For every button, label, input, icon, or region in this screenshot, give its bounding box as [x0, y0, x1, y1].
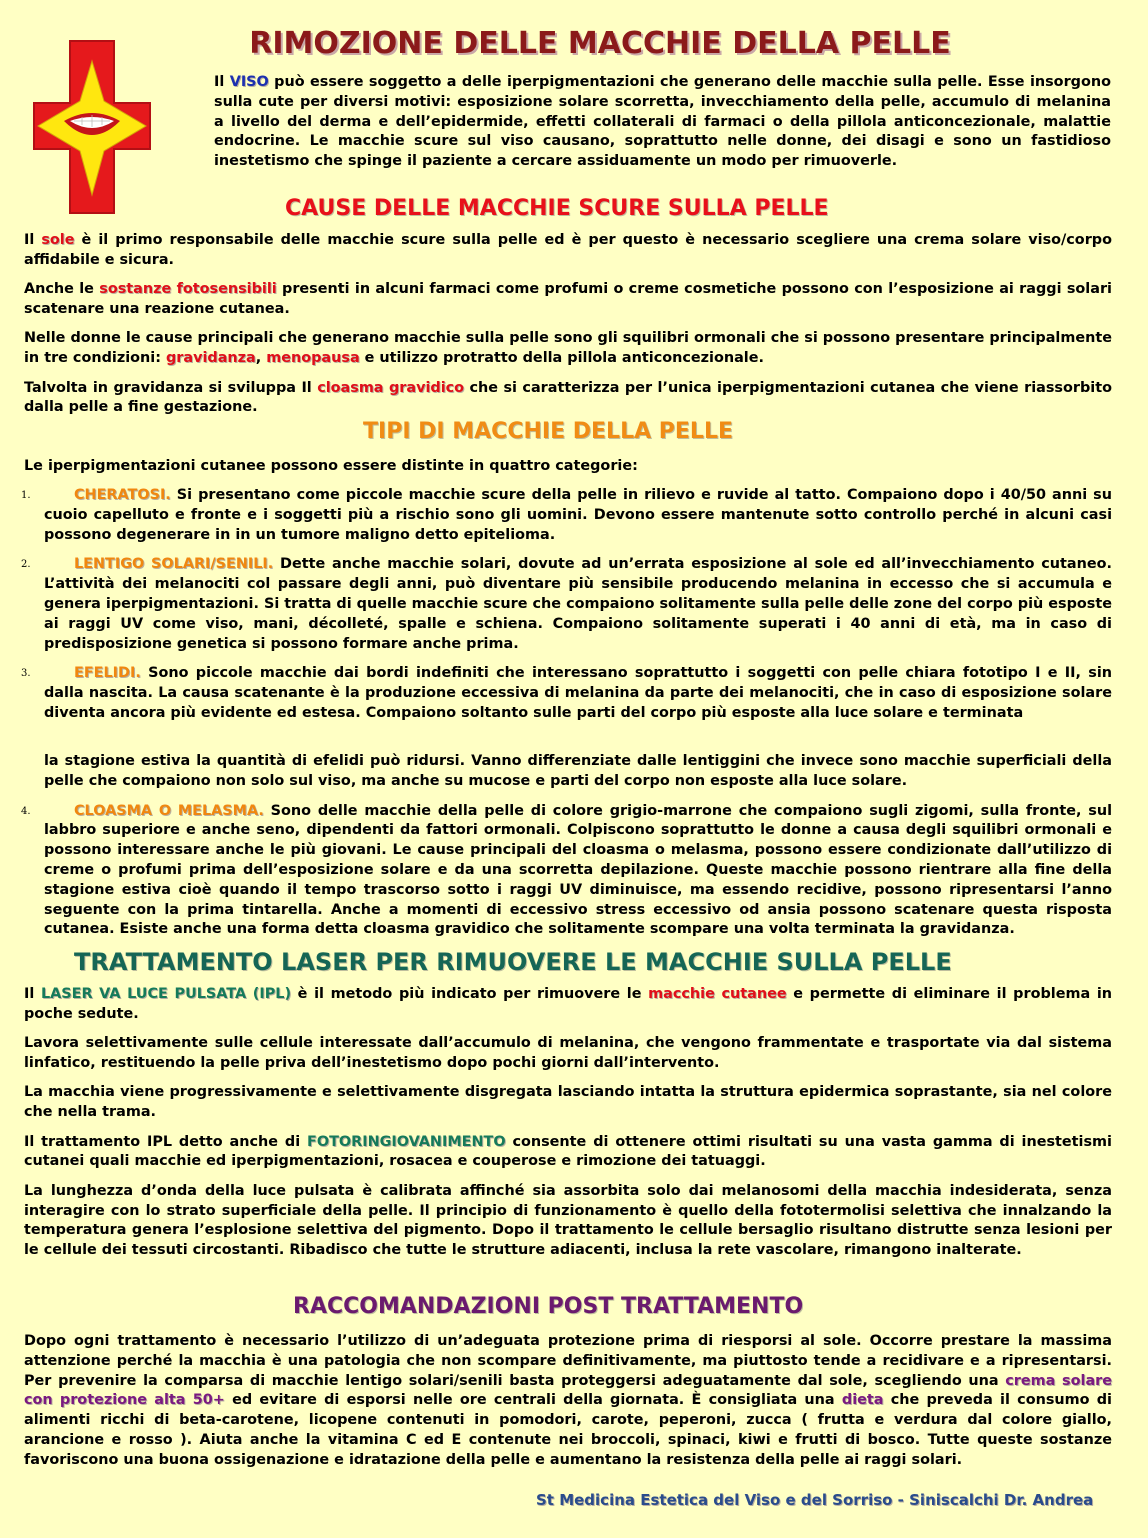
- recommendations-section: [24, 1332, 1112, 1480]
- causes-paragraph-3: Nelle donne le cause principali che generano macchie sulla pelle sono gli squilibri ormonali che si possono presentare principalmente in tre condizioni: gravidanza, menopausa e utilizzo protratto della pillola anticoncezionale.: [24, 330, 1112, 367]
- highlight-sole: sole: [41, 232, 75, 248]
- recommendations-paragraph: Dopo ogni trattamento è necessario l’utilizzo di un’adeguata protezione prima di riesporsi al sole. Occorre prestare la massima attenzione perché la macchia è una patologia che non scompare definitivamente, ma piuttosto tende a recidivare e a ripresentarsi. Per prevenire la comparsa di macchie lentigo solari/senili basta proteggersi adeguatamente dal sole, scegliendo una crema solare con protezione alta 50+ ed evitare di esporsi nelle ore centrali della giornata. È consigliata una dieta che preveda il consumo di alimenti ricchi di beta-carotene, licopene contenuti in pomodori, carote, peperoni, zucca ( frutta e verdura dal colore giallo, arancione e rosso ). Aiuta anche la vitamina C ed E contenute nei broccoli, spinaci, kiwi e frutti di bosco. Tutte queste sostanze favoriscono una buona ossigenazione e idratazione della pelle e aumentano la resistenza della pelle ai raggi solari.: [24, 1333, 1113, 1468]
- highlight-laser-ipl: LASER VA LUCE PULSATA (IPL): [40, 986, 292, 1002]
- term-lentigo: LENTIGO SOLARI/SENILI.: [74, 556, 274, 573]
- term-cloasma: CLOASMA O MELASMA.: [74, 802, 264, 819]
- laser-paragraph-5: La lunghezza d’onda della luce pulsata è calibrata affinché sia assorbita solo dai melanosomi della macchia indesiderata, senza interagire con lo strato superficiale della pelle. Il principio di funzionamento è quello della fototermolisi selettiva che innalzando la temperatura genera l’esplosione selettiva del pigmento. Dopo il trattamento le cellule bersaglio risultano distrutte senza lesioni per le cellule dei tessuti circostanti. Ribadisco che tutte le strutture adiacenti, inclusa la rete vascolare, rimangono inalterate.: [24, 1182, 1112, 1259]
- list-item: 3. EFELIDI. Sono piccole macchie dai bordi indefiniti che interessano soprattutto i soggetti con pelle chiara fototipo I e II, sin dalla nascita. La causa scatenante è la produzione eccessiva di melanina da parte dei melanociti, che in caso di esposizione solare diventa ancora più evidente ed estesa. Compaiono soltanto sulle parti del corpo più esposte alla luce solare e terminata la stagione estiva la quantità di efelidi può ridursi. Vanno differenziate dalle lentiggini che invece sono macchie superficiali della pelle che compaiono non solo sul viso, ma anche su mucose e parti del corpo non esposte alla luce solare.: [21, 664, 1112, 790]
- laser-paragraph-4: Il trattamento IPL detto anche di FOTORINGIOVANIMENTO consente di ottenere ottimi risultati su una vasta gamma di inestetismi cutanei quali macchie ed iperpigmentazioni, rosacea e couperose e rimozione dei tatuaggi.: [24, 1133, 1112, 1170]
- types-section: [21, 457, 1113, 950]
- laser-section: [24, 985, 1112, 1271]
- highlight-dieta: dieta: [841, 1392, 884, 1409]
- highlight-menopausa: menopausa: [266, 350, 360, 367]
- highlight-crema-solare: crema solare con protezione alta 50+: [24, 1372, 1113, 1409]
- list-item: 4. CLOASMA O MELASMA. Sono delle macchie della pelle di colore grigio-marrone che compaiono sugli zigomi, sulla fronte, sul labbro superiore e anche seno, dipendenti da fattori ormonali. Colpiscono soprattutto le donne a causa degli squilibri ormonali e possono interessare anche le più giovani. Le cause principali del cloasma o melasma, possono essere condizionate dall’utilizzo di creme o profumi prima dell’esposizione solare e da una scorretta depilazione. Queste macchie possono rientrare alla fine della stagione estiva cioè quando il tempo trascorso sotto i raggi UV diminuisce, ma essendo recidive, possono ripresentarsi l’anno seguente con la prima tintarella. Anche a momenti di eccessivo stress eccessivo od ansia possono scatenare questa risposta cutanea. Esiste anche una forma detta cloasma gravidico che solitamente scompare una volta terminata la gravidanza.: [21, 802, 1112, 938]
- heading-laser: TRATTAMENTO LASER PER RIMUOVERE LE MACCHIE SULLA PELLE: [74, 948, 952, 976]
- page-title: RIMOZIONE DELLE MACCHIE DELLA PELLE: [249, 26, 951, 61]
- list-item: 2. LENTIGO SOLARI/SENILI. Dette anche macchie solari, dovute ad un’errata esposizione al sole ed all’invecchiamento cutaneo. L’attività dei melanociti col passare degli anni, può diventare più sensibile producendo melanina in eccesso che si accumula e genera iperpigmentazioni. Si tratta di quelle macchie scure che compaiono solitamente sulla pelle delle zone del corpo più esposte ai raggi UV come viso, mani, décolleté, spalle e schiena. Compaiono solitamente superati i 40 anni di età, ma in caso di predisposizione genetica si possono formare anche prima.: [21, 556, 1113, 652]
- causes-paragraph-1: Il sole è il primo responsabile delle macchie scure sulla pelle ed è per questo è necessario scegliere una crema solare viso/corpo affidabile e sicura.: [24, 232, 1112, 268]
- laser-paragraph-3: La macchia viene progressivamente e selettivamente disgregata lasciando intatta la struttura epidermica soprastante, sia nel colore che nella trama.: [24, 1084, 1112, 1121]
- red-cross-star-smile-logo: [30, 37, 154, 217]
- highlight-gravidanza: gravidanza: [165, 350, 256, 367]
- causes-paragraph-4: Talvolta in gravidanza si sviluppa Il cloasma gravidico che si caratterizza per l’unica iperpigmentazioni cutanea che viene riassorbito dalla pelle a fine gestazione.: [24, 379, 1112, 416]
- highlight-viso: VISO: [229, 74, 269, 90]
- laser-paragraph-2: Lavora selettivamente sulle cellule interessate dall’accumulo di melanina, che vengono frammentate e trasportate via dal sistema linfatico, restituendo la pelle priva dell’inestetismo dopo pochi giorni dall’intervento.: [24, 1035, 1112, 1071]
- causes-paragraph-2: Anche le sostanze fotosensibili presenti in alcuni farmaci come profumi o creme cosmetiche possono con l’esposizione ai raggi solari scatenare una reazione cutanea.: [24, 281, 1112, 317]
- highlight-sostanze: sostanze fotosensibili: [99, 281, 277, 298]
- heading-causes: CAUSE DELLE MACCHIE SCURE SULLA PELLE: [285, 196, 829, 221]
- intro-paragraph: Il VISO può essere soggetto a delle iperpigmentazioni che generano delle macchie sulla pelle. Esse insorgono sulla cute per diversi motivi: esposizione solare scorretta, invecchiamento della pelle, accumulo di melanina a livello del derma e dell’epidermide, effetti collaterali di farmaci o della pillola anticoncezionale, malattie endocrine. Le macchie scure sul viso causano, soprattutto nelle donne, dei disagi e sono un fastidioso inestetismo che spinge il paziente a cercare assiduamente un modo per rimuoverle.: [214, 74, 1111, 170]
- highlight-macchie-cutanee: macchie cutanee: [648, 986, 787, 1002]
- term-efelidi: EFELIDI.: [74, 664, 141, 681]
- highlight-fotoringiovanimento: FOTORINGIOVANIMENTO: [307, 1133, 506, 1150]
- laser-paragraph-1: Il LASER VA LUCE PULSATA (IPL) è il metodo più indicato per rimuovere le macchie cutanee e permette di eliminare il problema in poche sedute.: [24, 986, 1112, 1022]
- signature: St Medicina Estetica del Viso e del Sorriso - Siniscalchi Dr. Andrea: [536, 1491, 1094, 1509]
- heading-recommendations: RACCOMANDAZIONI POST TRATTAMENTO: [293, 1294, 804, 1319]
- causes-section: [24, 231, 1112, 428]
- types-intro: Le iperpigmentazioni cutanee possono essere distinte in quattro categorie:: [24, 458, 638, 474]
- heading-types: TIPI DI MACCHIE DELLA PELLE: [363, 419, 733, 444]
- list-item: 1. CHERATOSI. Si presentano come piccole macchie scure della pelle in rilievo e ruvide al tatto. Compaiono dopo i 40/50 anni su cuoio capelluto e fronte e i soggetti più a rischio sono gli uomini. Devono essere mantenute sotto controllo perché in alcuni casi possono degenerare in in un tumore maligno detto epitelioma.: [21, 487, 1112, 543]
- term-cheratosi: CHERATOSI.: [74, 487, 171, 504]
- highlight-cloasma: cloasma gravidico: [317, 379, 465, 396]
